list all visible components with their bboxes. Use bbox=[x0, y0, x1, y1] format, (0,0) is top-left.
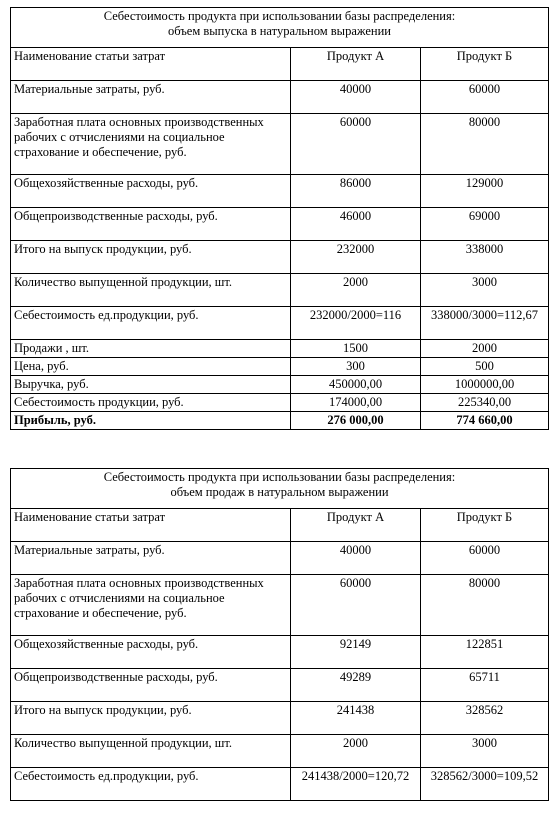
cost-table-sales-basis bbox=[10, 468, 549, 801]
table-row bbox=[11, 702, 549, 735]
cell-product-b: 65711 bbox=[421, 669, 549, 702]
row-label: Материальные затраты, руб. bbox=[11, 81, 291, 114]
table-row bbox=[11, 208, 549, 241]
cell-product-a: 86000 bbox=[291, 175, 421, 208]
cell-product-a: 46000 bbox=[291, 208, 421, 241]
row-label: Общехозяйственные расходы, руб. bbox=[11, 636, 291, 669]
cell-product-b: 122851 bbox=[421, 636, 549, 669]
table-row bbox=[11, 81, 549, 114]
cell-product-a: 1500 bbox=[291, 340, 421, 358]
row-label: Материальные затраты, руб. bbox=[11, 542, 291, 575]
table-row bbox=[11, 114, 549, 175]
table-row bbox=[11, 241, 549, 274]
row-label: Заработная плата основных производственных рабочих с отчислениями на социальное страхование и обеспечение, руб. bbox=[11, 575, 291, 636]
cell-product-b: 2000 bbox=[421, 340, 549, 358]
row-label: Общепроизводственные расходы, руб. bbox=[11, 669, 291, 702]
row-label: Итого на выпуск продукции, руб. bbox=[11, 702, 291, 735]
table-title-row bbox=[11, 8, 549, 48]
cell-product-b: 60000 bbox=[421, 81, 549, 114]
table-row bbox=[11, 636, 549, 669]
cell-product-b: 3000 bbox=[421, 274, 549, 307]
cell-product-a: 276 000,00 bbox=[291, 412, 421, 430]
cell-product-a: 40000 bbox=[291, 81, 421, 114]
row-label: Прибыль, руб. bbox=[11, 412, 291, 430]
cell-product-a: 92149 bbox=[291, 636, 421, 669]
table-row bbox=[11, 669, 549, 702]
cell-product-b: 80000 bbox=[421, 575, 549, 636]
cell-product-b: 338000/3000=112,67 bbox=[421, 307, 549, 340]
cell-product-a: 232000 bbox=[291, 241, 421, 274]
row-label: Себестоимость ед.продукции, руб. bbox=[11, 768, 291, 801]
table-title-line-2: объем выпуска в натуральном выражении bbox=[168, 24, 391, 38]
table-title-line-2: объем продаж в натуральном выражении bbox=[170, 485, 389, 499]
table-row bbox=[11, 575, 549, 636]
header-cost-item: Наименование статьи затрат bbox=[11, 48, 291, 81]
cell-product-b: 69000 bbox=[421, 208, 549, 241]
header-product-b: Продукт Б bbox=[421, 509, 549, 542]
cell-product-b: 500 bbox=[421, 358, 549, 376]
table-header-row bbox=[11, 48, 549, 81]
cell-product-b: 328562/3000=109,52 bbox=[421, 768, 549, 801]
cell-product-a: 241438/2000=120,72 bbox=[291, 768, 421, 801]
table-title bbox=[11, 469, 549, 509]
cell-product-b: 338000 bbox=[421, 241, 549, 274]
cell-product-a: 49289 bbox=[291, 669, 421, 702]
cost-table-output-basis bbox=[10, 7, 549, 430]
table-row-total bbox=[11, 412, 549, 430]
cell-product-b: 225340,00 bbox=[421, 394, 549, 412]
cell-product-a: 450000,00 bbox=[291, 376, 421, 394]
row-label: Количество выпущенной продукции, шт. bbox=[11, 274, 291, 307]
table-row bbox=[11, 542, 549, 575]
table-title bbox=[11, 8, 549, 48]
header-cost-item: Наименование статьи затрат bbox=[11, 509, 291, 542]
cell-product-b: 60000 bbox=[421, 542, 549, 575]
cell-product-b: 1000000,00 bbox=[421, 376, 549, 394]
cell-product-a: 2000 bbox=[291, 735, 421, 768]
cell-product-a: 60000 bbox=[291, 114, 421, 175]
row-label: Общехозяйственные расходы, руб. bbox=[11, 175, 291, 208]
table-title-row bbox=[11, 469, 549, 509]
header-product-a: Продукт А bbox=[291, 48, 421, 81]
table-header-row bbox=[11, 509, 549, 542]
table-row bbox=[11, 307, 549, 340]
table-title-line-1: Себестоимость продукта при использовании базы распределения: bbox=[103, 9, 456, 23]
header-product-b: Продукт Б bbox=[421, 48, 549, 81]
table-row bbox=[11, 394, 549, 412]
cell-product-b: 80000 bbox=[421, 114, 549, 175]
row-label: Цена, руб. bbox=[11, 358, 291, 376]
row-label: Общепроизводственные расходы, руб. bbox=[11, 208, 291, 241]
row-label: Себестоимость ед.продукции, руб. bbox=[11, 307, 291, 340]
cell-product-b: 129000 bbox=[421, 175, 549, 208]
row-label: Выручка, руб. bbox=[11, 376, 291, 394]
table-row bbox=[11, 175, 549, 208]
cell-product-b: 774 660,00 bbox=[421, 412, 549, 430]
cell-product-a: 232000/2000=116 bbox=[291, 307, 421, 340]
cell-product-a: 60000 bbox=[291, 575, 421, 636]
table-row bbox=[11, 376, 549, 394]
row-label: Себестоимость продукции, руб. bbox=[11, 394, 291, 412]
table-row bbox=[11, 358, 549, 376]
table-row bbox=[11, 768, 549, 801]
table-row bbox=[11, 735, 549, 768]
table-title-line-1: Себестоимость продукта при использовании базы распределения: bbox=[103, 470, 456, 484]
cell-product-b: 328562 bbox=[421, 702, 549, 735]
row-label: Количество выпущенной продукции, шт. bbox=[11, 735, 291, 768]
header-product-a: Продукт А bbox=[291, 509, 421, 542]
cell-product-a: 174000,00 bbox=[291, 394, 421, 412]
table-row bbox=[11, 274, 549, 307]
row-label: Итого на выпуск продукции, руб. bbox=[11, 241, 291, 274]
table-row bbox=[11, 340, 549, 358]
cell-product-a: 241438 bbox=[291, 702, 421, 735]
cell-product-a: 40000 bbox=[291, 542, 421, 575]
row-label: Заработная плата основных производственных рабочих с отчислениями на социальное страхование и обеспечение, руб. bbox=[11, 114, 291, 175]
cell-product-a: 2000 bbox=[291, 274, 421, 307]
cell-product-b: 3000 bbox=[421, 735, 549, 768]
row-label: Продажи , шт. bbox=[11, 340, 291, 358]
cell-product-a: 300 bbox=[291, 358, 421, 376]
